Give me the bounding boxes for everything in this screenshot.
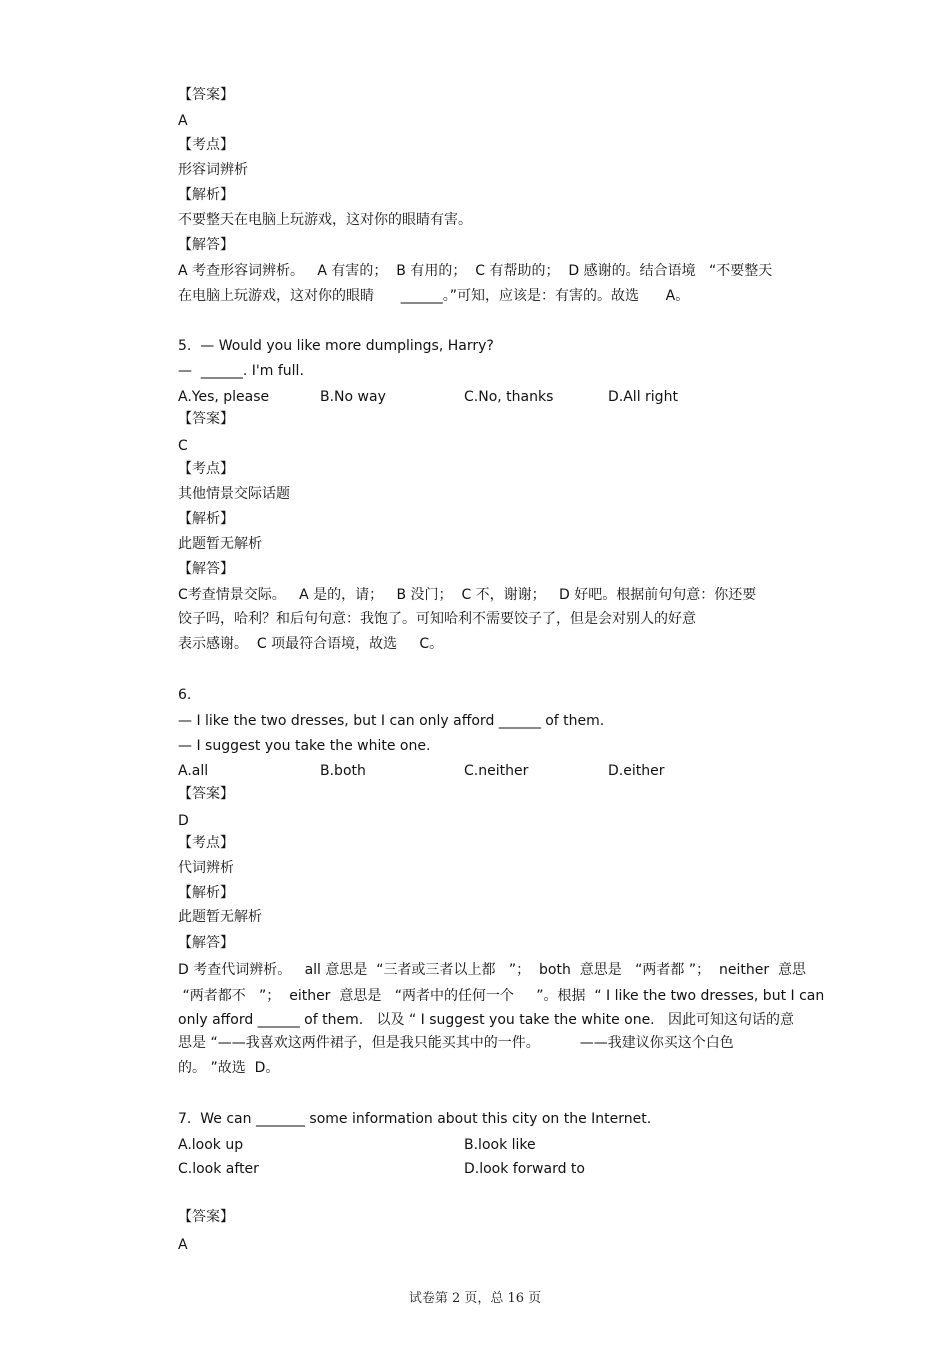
question-stem-reply: — ______. I'm full. <box>178 363 304 379</box>
option-c: C.No, thanks <box>464 389 554 405</box>
analysis-text: 此题暂无解析 <box>178 536 262 552</box>
option-d: D.look forward to <box>464 1161 585 1177</box>
solution-heading: 【解答】 <box>178 561 234 577</box>
answer-value: A <box>178 1237 188 1253</box>
answer-heading: 【答案】 <box>178 1209 234 1225</box>
solution-line: 思是 “——我喜欢这两件裙子，但是我只能买其中的一件。 ——我建议你买这个白色 <box>178 1035 734 1051</box>
option-b: B.No way <box>320 389 386 405</box>
question-stem: — I like the two dresses, but I can only afford ______ of them. <box>178 713 605 729</box>
solution-line: 表示感谢。 C 项最符合语境，故选 C。 <box>178 636 444 652</box>
answer-value: D <box>178 813 189 829</box>
option-c: C.look after <box>178 1161 259 1177</box>
point-heading: 【考点】 <box>178 137 234 153</box>
answer-value: C <box>178 438 188 454</box>
solution-heading: 【解答】 <box>178 935 234 951</box>
solution-line: 饺子吗，哈利？和后句句意：我饱了。可知哈利不需要饺子了，但是会对别人的好意 <box>178 611 696 627</box>
point-value: 形容词辨析 <box>178 162 248 178</box>
point-value: 其他情景交际话题 <box>178 486 290 502</box>
answer-heading: 【答案】 <box>178 87 234 103</box>
solution-line: “两者都不 ”； either 意思是 “两者中的任何一个 ”。根据 “ I like the two dresses, but I can <box>178 988 825 1004</box>
solution-line: only afford ______ of them. 以及 “ I suggest you take the white one. 因此可知这句话的意 <box>178 1012 794 1028</box>
option-d: D.either <box>608 763 665 779</box>
analysis-heading: 【解析】 <box>178 187 234 203</box>
answer-heading: 【答案】 <box>178 411 234 427</box>
answer-heading: 【答案】 <box>178 786 234 802</box>
option-c: C.neither <box>464 763 529 779</box>
answer-value: A <box>178 113 188 129</box>
analysis-heading: 【解析】 <box>178 885 234 901</box>
solution-line: A 考查形容词辨析。 A 有害的； B 有用的； C 有帮助的； D 感谢的。结合语境 “不要整天 <box>178 263 773 279</box>
option-a: A.look up <box>178 1137 244 1153</box>
solution-line: 在电脑上玩游戏，这对你的眼睛 ______。”可知，应该是：有害的。故选 A。 <box>178 288 690 304</box>
point-heading: 【考点】 <box>178 835 234 851</box>
option-b: B.look like <box>464 1137 536 1153</box>
analysis-heading: 【解析】 <box>178 511 234 527</box>
option-a: A.all <box>178 763 209 779</box>
point-value: 代词辨析 <box>178 860 234 876</box>
point-heading: 【考点】 <box>178 461 234 477</box>
solution-line: D 考查代词辨析。 all 意思是 “三者或三者以上都 ”； both 意思是 “两者都 ”； neither 意思 <box>178 962 806 978</box>
analysis-text: 此题暂无解析 <box>178 909 262 925</box>
solution-line: C考查情景交际。 A 是的，请； B 没门； C 不，谢谢； D 好吧。根据前句句意：你还要 <box>178 587 757 603</box>
question-stem-reply: — I suggest you take the white one. <box>178 738 431 754</box>
question-stem: 5. — Would you like more dumplings, Harry? <box>178 338 494 354</box>
page-footer: 试卷第 2 页，总 16 页 <box>408 1291 542 1306</box>
option-b: B.both <box>320 763 366 779</box>
question-stem: 7. We can _______ some information about this city on the Internet. <box>178 1111 652 1127</box>
analysis-text: 不要整天在电脑上玩游戏，这对你的眼睛有害。 <box>178 212 472 228</box>
solution-heading: 【解答】 <box>178 237 234 253</box>
option-d: D.All right <box>608 389 678 405</box>
option-a: A.Yes, please <box>178 389 270 405</box>
solution-line: 的。 ”故选 D。 <box>178 1060 280 1076</box>
question-number: 6. <box>178 687 192 703</box>
